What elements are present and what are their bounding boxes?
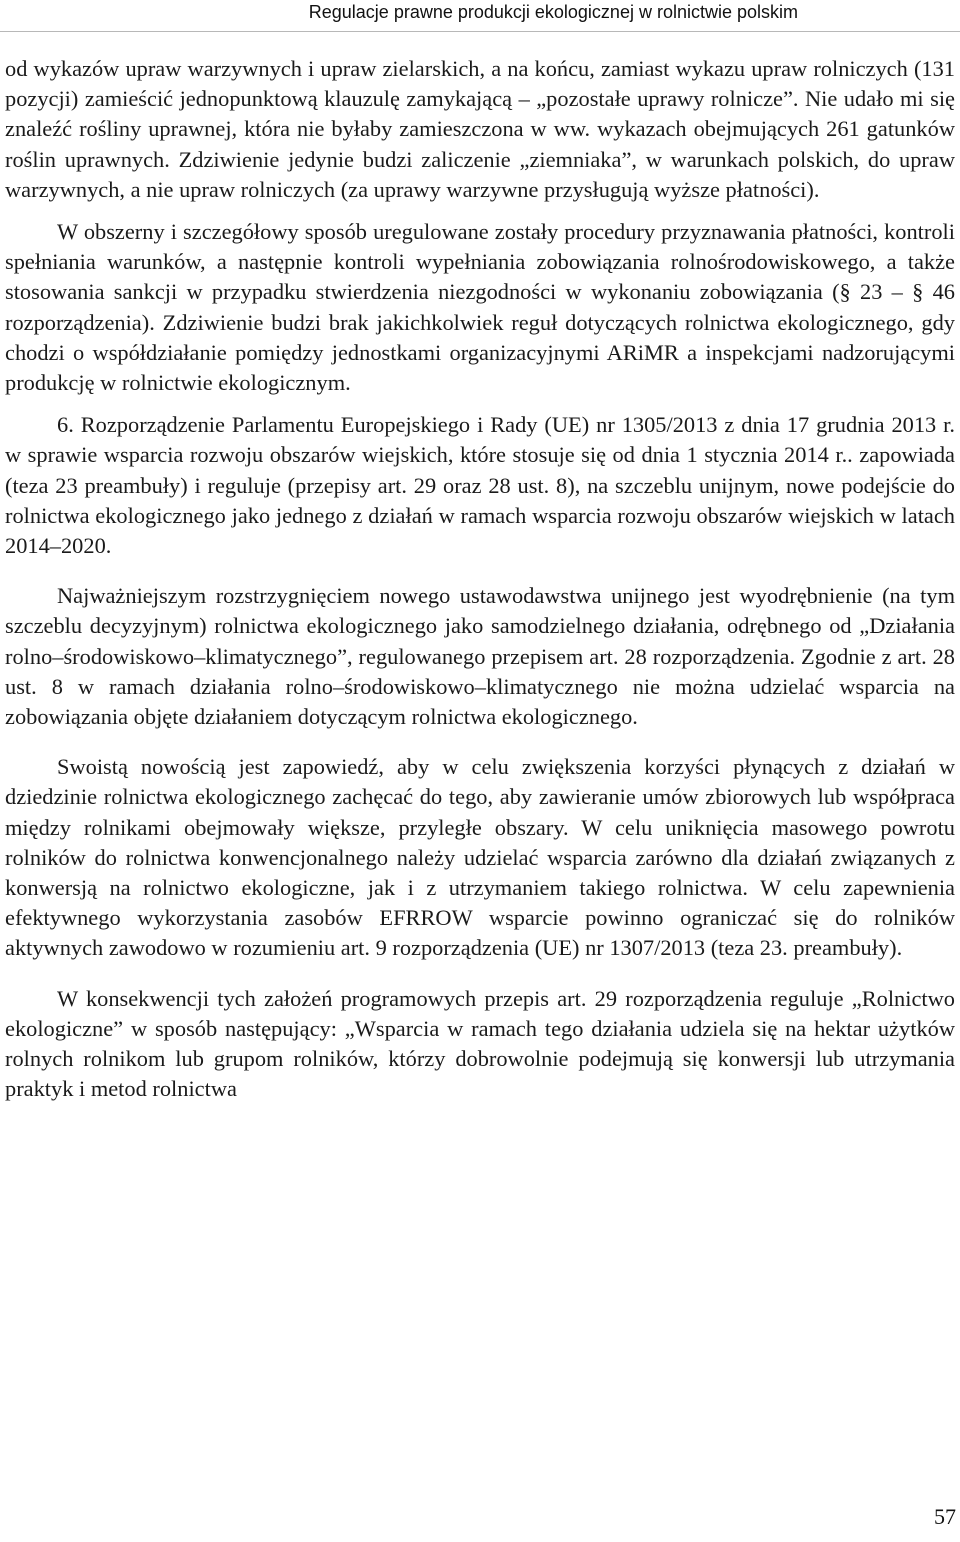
running-header: Regulacje prawne produkcji ekologicznej w rolnictwie polskim <box>308 2 798 22</box>
paragraph-key-decision: Najważniejszym rozstrzygnięciem nowego ustawodawstwa unijnego jest wyodrębnienie (na tym szczeblu decyzyjnym) rolnictwa ekologicznego jako samodzielnego działania, odrębnego od „Działania rolno–środowiskowo–klimatycznego”, regulowanego przepisem art. 28 rozporządzenia. Zgodnie z art. 28 ust. 8 w ramach działania rolno–środowiskowo–klimatycznego nie można udzielać wsparcia na zobowiązania objęte działaniem dotyczącym rolnictwa ekologicznego. <box>5 583 955 730</box>
paragraph-continued: od wykazów upraw warzywnych i upraw zielarskich, a na końcu, zamiast wykazu upraw rolniczych (131 pozycji) zamieścić jednopunktową klauzulę zamykającą – „pozostałe uprawy rolnicze”. Nie udało mi się znaleźć rośliny uprawnej, która nie byłaby zamieszczona w ww. wykazach obejmujących 261 gatunków roślin uprawnych. Zdziwienie jedynie budzi zaliczenie „ziemniaka”, w warunkach polskich, do upraw warzywnych, a nie upraw rolniczych (za uprawy warzywne przysługują wyższe płatności). <box>5 56 955 202</box>
paragraph-point-6: 6. Rozporządzenie Parlamentu Europejskiego i Rady (UE) nr 1305/2013 z dnia 17 grudnia 2013 r. w sprawie wsparcia rozwoju obszarów wiejskich, które stosuje się od dnia 1 stycznia 2014 r.. zapowiada (teza 23 preambuły) i reguluje (przepisy art. 29 oraz 28 ust. 8), na szczeblu unijnym, nowe podejście do rolnictwa ekologicznego jako jednego z działań w ramach wsparcia rozwoju obszarów wiejskich w latach 2014–2020. <box>5 412 955 559</box>
paragraph-consequence: W konsekwencji tych założeń programowych przepis art. 29 rozporządzenia reguluje „Rolnictwo ekologiczne” w sposób następujący: „Wsparcia w ramach tego działania udziela się na hektar użytków rolnych rolnikom lub grupom rolników, którzy dobrowolnie podejmują się konwersji lub utrzymania praktyk i metod rolnictwa <box>5 985 955 1102</box>
page-number: 57 <box>934 1504 956 1529</box>
paragraph-novelty: Swoistą nowością jest zapowiedź, aby w celu zwiększenia korzyści płynących z działań w dziedzinie rolnictwa ekologicznego zachęcać do tego, aby zawieranie umów zbiorowych lub współpraca między rolnikami obejmowały większe, przyległe obszary. W celu uniknięcia masowego powrotu rolników do rolnictwa konwencjonalnego należy udzielać wsparcia zarówno dla działań związanych z konwersją na rolnictwo ekologiczne, jak i z utrzymaniem takiego rolnictwa. W celu zapewnienia efektywnego wykorzystania zasobów EFRROW wsparcie powinno ograniczać się do rolników aktywnych zawodowo w rozumieniu art. 9 rozporządzenia (UE) nr 1307/2013 (teza 23. preambuły). <box>5 754 955 961</box>
header-divider <box>0 31 960 32</box>
paragraph-procedures: W obszerny i szczegółowy sposób uregulowane zostały procedury przyznawania płatności, kontroli spełniania warunków, a następnie kontroli wypełniania zobowiązania rolnośrodowiskowego, a także stosowania sankcji w przypadku stwierdzenia niezgodności w wykonaniu zobowiązania (§ 23 – § 46 rozporządzenia). Zdziwienie budzi brak jakichkolwiek reguł dotyczących rolnictwa ekologicznego, gdy chodzi o współdziałanie pomiędzy jednostkami organizacyjnymi ARiMR a inspekcjami nadzorującymi produkcję w rolnictwie ekologicznym. <box>5 219 955 396</box>
body-text <box>5 54 955 1105</box>
